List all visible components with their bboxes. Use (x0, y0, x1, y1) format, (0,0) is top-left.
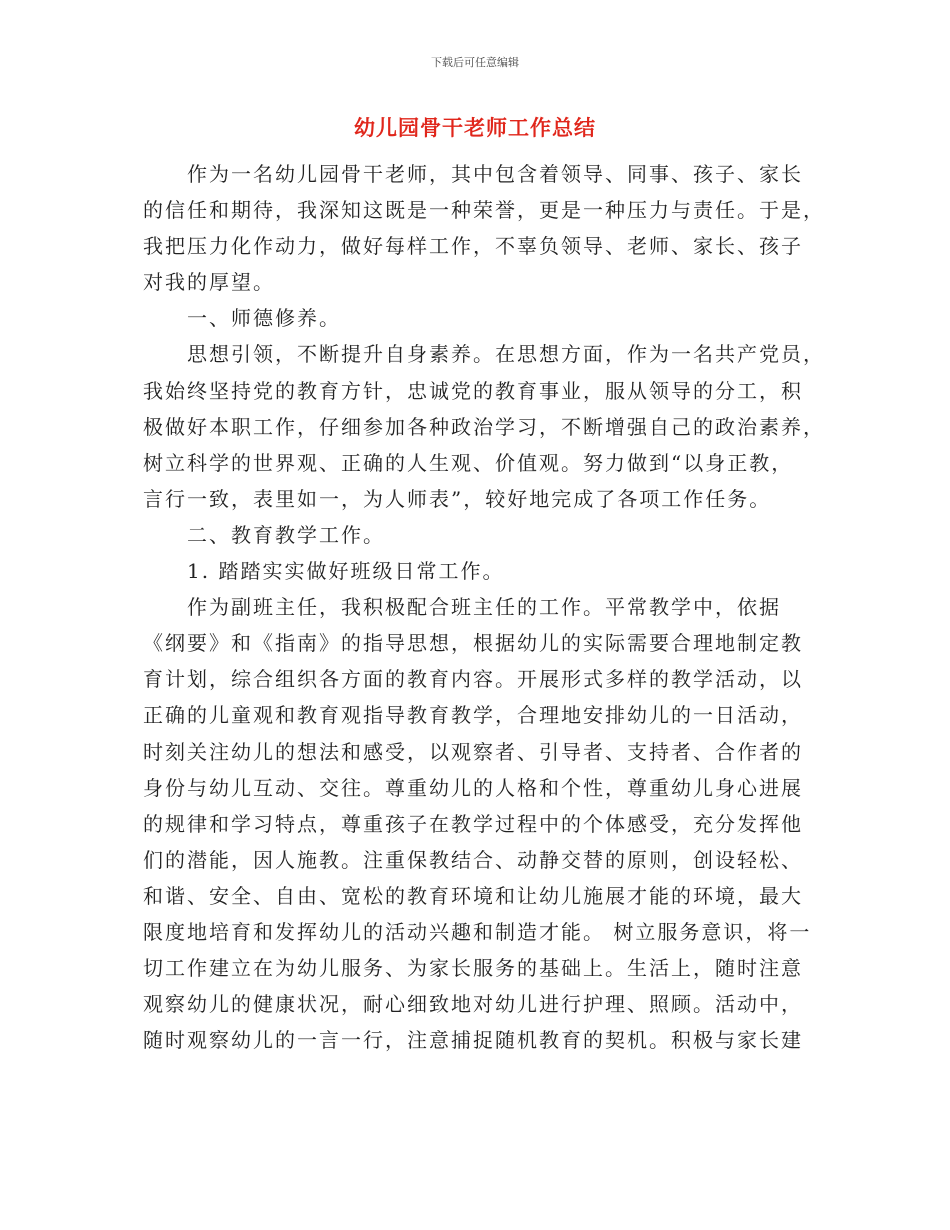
text-line: 一、师德修养。 (187, 306, 341, 331)
document-body (143, 156, 825, 1058)
text-line: 时刻关注幼儿的想法和感受，以观察者、引导者、支持者、合作者的 (143, 739, 803, 764)
header-note: 下载后可任意编辑 (431, 56, 519, 69)
paragraph (143, 300, 807, 336)
paragraph (143, 336, 825, 516)
text-line: 1. 踏踏实实做好班级日常工作。 (187, 559, 505, 584)
text-line: 作为一名幼儿园骨干老师，其中包含着领导、同事、孩子、家长 (187, 162, 803, 186)
text-line: 身份与幼儿互动、交往。尊重幼儿的人格和个性，尊重幼儿身心进展 (143, 775, 803, 800)
text-line: 观察幼儿的健康状况，耐心细致地对幼儿进行护理、照顾。活动中， (143, 992, 803, 1017)
text-line: 随时观察幼儿的一言一行，注意捕捉随机教育的契机。积极与家长建 (143, 1028, 803, 1053)
paragraph (143, 517, 807, 553)
text-line: 和谐、安全、自由、宽松的教育环境和让幼儿施展才能的环境，最大 (143, 883, 803, 908)
text-line: 限度地培育和发挥幼儿的活动兴趣和制造才能。 树立服务意识，将一 (143, 919, 812, 944)
text-line: 二、教育教学工作。 (187, 522, 385, 547)
text-line: 育计划，综合组织各方面的教育内容。开展形式多样的教学活动，以 (143, 667, 803, 692)
paragraph (143, 553, 807, 589)
text-line: 树立科学的世界观、正确的人生观、价值观。努力做到“以身正教， (143, 450, 794, 475)
text-line: 思想引领，不断提升自身素养。在思想方面，作为一名共产党员， (187, 342, 825, 367)
text-line: 对我的厚望。 (143, 270, 275, 295)
text-line: 我把压力化作动力，做好每样工作，不辜负领导、老师、家长、孩子 (143, 234, 803, 259)
text-line: 作为副班主任，我积极配合班主任的工作。平常教学中，依据 (187, 595, 781, 620)
text-line: 的信任和期待，我深知这既是一种荣誉，更是一种压力与责任。于是， (143, 198, 825, 223)
text-line: 正确的儿童观和教育观指导教育教学，合理地安排幼儿的一日活动， (143, 703, 803, 728)
text-line: 切工作建立在为幼儿服务、为家长服务的基础上。生活上，随时注意 (143, 956, 803, 981)
text-line: 我始终坚持党的教育方针，忠诚党的教育事业，服从领导的分工，积 (143, 378, 803, 403)
paragraph (143, 156, 825, 300)
document-title: 幼儿园骨干老师工作总结 (354, 116, 596, 140)
paragraph (143, 589, 812, 1058)
text-line: 的规律和学习特点，尊重孩子在教学过程中的个体感受，充分发挥他 (143, 811, 803, 836)
text-line: 《纲要》和《指南》的指导思想，根据幼儿的实际需要合理地制定教 (143, 631, 803, 656)
text-line: 言行一致，表里如一，为人师表”，较好地完成了各项工作任务。 (143, 486, 772, 511)
text-line: 极做好本职工作，仔细参加各种政治学习，不断增强自己的政治素养， (143, 414, 825, 439)
text-line: 们的潜能，因人施教。注重保教结合、动静交替的原则，创设轻松、 (143, 847, 803, 872)
